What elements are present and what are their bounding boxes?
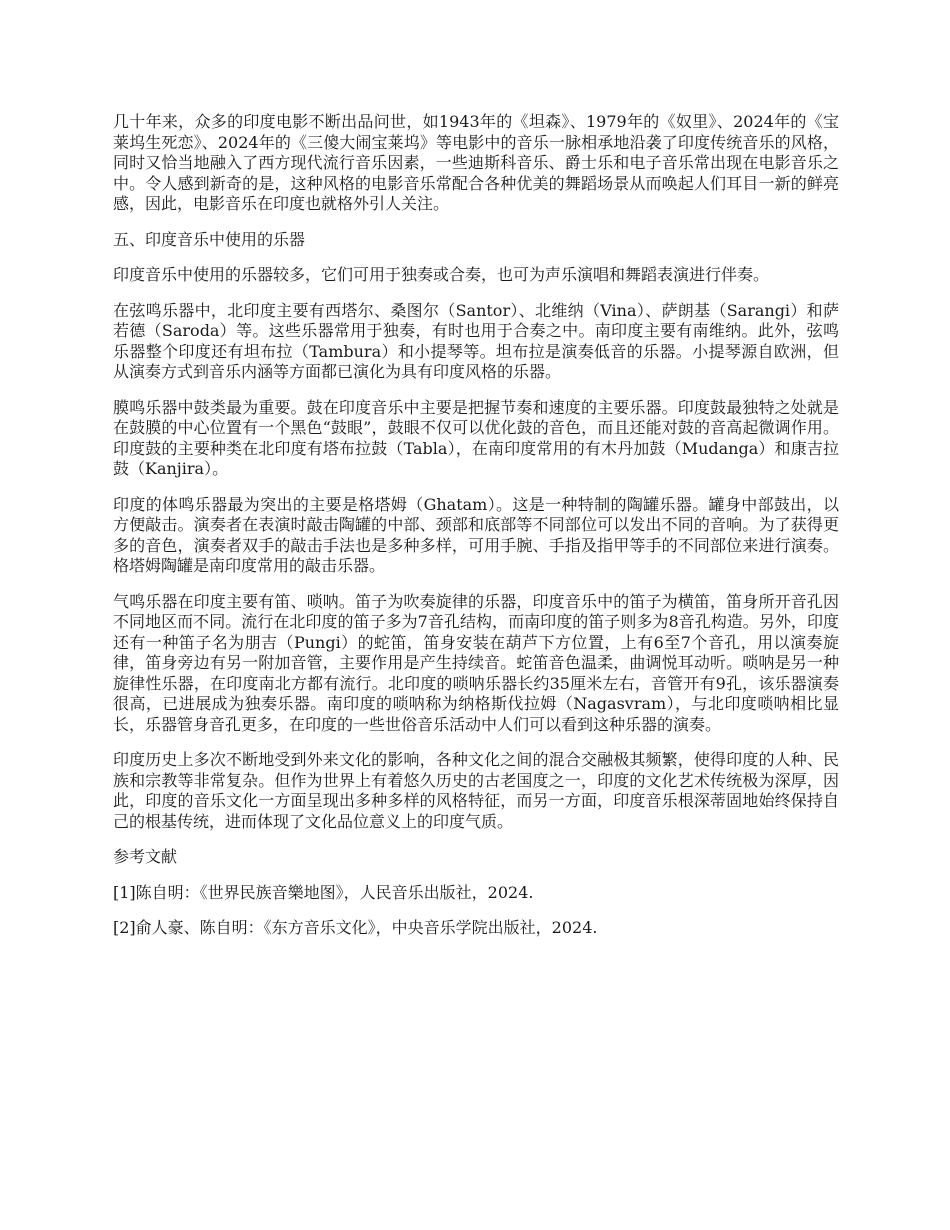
paragraph-instruments-intro: 印度音乐中使用的乐器较多，它们可用于独奏或合奏，也可为声乐演唱和舞蹈表演进行伴奏。 [113,265,770,284]
paragraph-conclusion: 印度历史上多次不断地受到外来文化的影响，各种文化之间的混合交融极其频繁，使得印度的人种、民族和宗教等非常复杂。但作为世界上有着悠久历史的古老国度之一，印度的文化艺术传统极为深厚，因此，印度的音乐文化一方面呈现出多种多样的风格特征，而另一方面，印度音乐根深蒂固地始终保持自己的根基传统，进而体现了文化品位意义上的印度气质。 [113,750,839,831]
section-heading-instruments: 五、印度音乐中使用的乐器 [113,229,306,249]
paragraph-wind-instruments: 气鸣乐器在印度主要有笛、唢呐。笛子为吹奏旋律的乐器，印度音乐中的笛子为横笛，笛身所开音孔因不同地区而不同。流行在北印度的笛子多为7音孔结构，而南印度的笛子则多为8音孔构造。另外，印度还有一种笛子名为朋吉（Pungi）的蛇笛，笛身安装在葫芦下方位置，上有6至7个音孔，用以演奏旋律，笛身旁边有另一附加音管，主要作用是产生持续音。蛇笛音色温柔，曲调悦耳动听。唢呐是另一种旋律性乐器，在印度南北方都有流行。北印度的唢呐乐器长约35厘米左右，音管开有9孔，该乐器演奏很高，已进展成为独奏乐器。南印度的唢呐称为纳格斯伐拉姆（Nagasvram），与北印度唢呐相比显长，乐器管身音孔更多，在印度的一些世俗音乐活动中人们可以看到这种乐器的演奏。 [113,591,839,734]
references-heading: 参考文献 [113,847,178,866]
reference-item: [1]陈自明：《世界民族音樂地图》，人民音乐出版社，2024. [113,882,534,902]
paragraph-film-music: 几十年来，众多的印度电影不断出品问世，如1943年的《坦森》、1979年的《奴里》、2024年的《宝莱坞生死恋》、2024年的《三傻大闹宝莱坞》等电影中的音乐一脉相承地沿袭了印度传统音乐的风格，同时又恰当地融入了西方现代流行音乐因素，一些迪斯科音乐、爵士乐和电子音乐常出现在电影音乐之中。令人感到新奇的是，这种风格的电影音乐常配合各种优美的舞蹈场景从而唤起人们耳目一新的鲜亮感，因此，电影音乐在印度也就格外引人关注。 [113,112,839,213]
paragraph-string-instruments: 在弦鸣乐器中，北印度主要有西塔尔、桑图尔（Santor）、北维纳（Vina）、萨朗基（Sarangi）和萨若德（Saroda）等。这些乐器常用于独奏，有时也用于合奏之中。南印度主要有南维纳。此外，弦鸣乐器整个印度还有坦布拉（Tambura）和小提琴等。坦布拉是演奏低音的乐器。小提琴源自欧洲，但从演奏方式到音乐内涵等方面都已演化为具有印度风格的乐器。 [113,300,839,381]
paragraph-membrane-instruments: 膜鸣乐器中鼓类最为重要。鼓在印度音乐中主要是把握节奏和速度的主要乐器。印度鼓最独特之处就是在鼓膜的中心位置有一个黑色“鼓眼”，鼓眼不仅可以优化鼓的音色，而且还能对鼓的音高起微调作用。印度鼓的主要种类在北印度有塔布拉鼓（Tabla），在南印度常用的有木丹加鼓（Mudanga）和康吉拉鼓（Kanjira）。 [113,397,839,478]
paragraph-idiophone-instruments: 印度的体鸣乐器最为突出的主要是格塔姆（Ghatam）。这是一种特制的陶罐乐器。罐身中部鼓出，以方便敲击。演奏者在表演时敲击陶罐的中部、颈部和底部等不同部位可以发出不同的音响。为了获得更多的音色，演奏者双手的敲击手法也是多种多样，可用手腕、手指及指甲等手的不同部位来进行演奏。格塔姆陶罐是南印度常用的敲击乐器。 [113,494,839,575]
document-page [113,112,839,954]
reference-item: [2]俞人豪、陈自明：《东方音乐文化》，中央音乐学院出版社，2024. [113,918,598,937]
